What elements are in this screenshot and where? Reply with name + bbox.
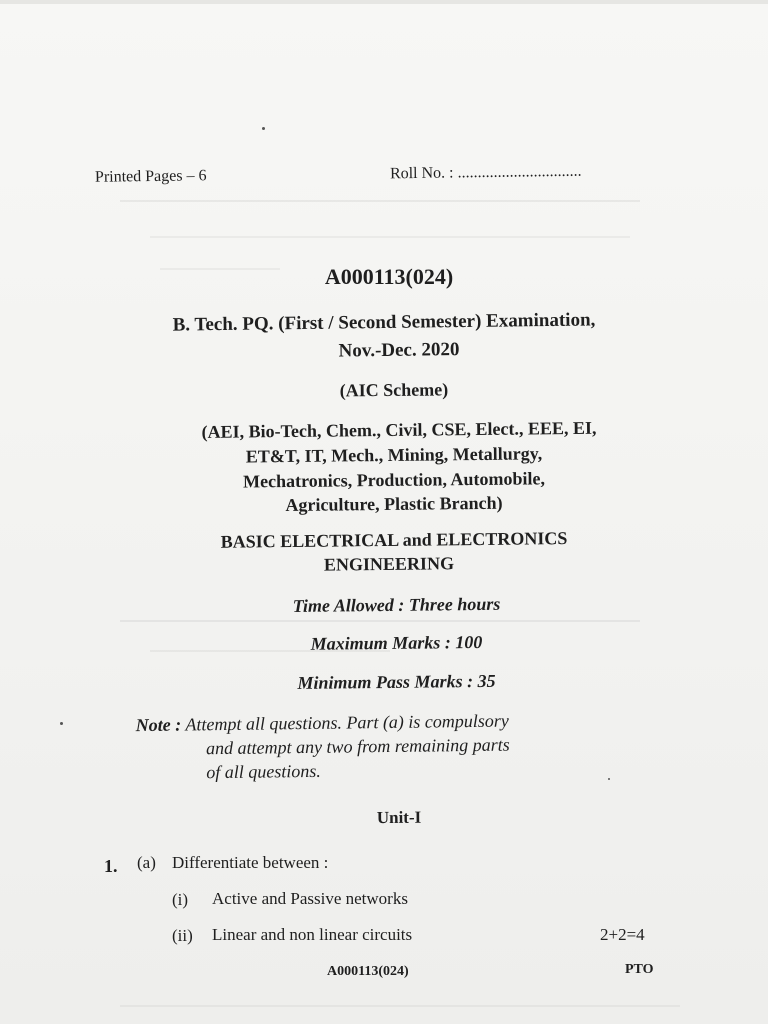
question-part: (a): [137, 853, 156, 872]
unit-heading: Unit-I: [376, 807, 422, 828]
note-text: of all questions.: [206, 760, 321, 783]
note-text: and attempt any two from remaining parts: [205, 734, 510, 759]
branches-line: ET&T, IT, Mech., Mining, Metallurgy,: [245, 443, 543, 467]
branches-line: Mechatronics, Production, Automobile,: [242, 468, 545, 492]
question-text: Differentiate between :: [172, 853, 329, 872]
scan-speck: [262, 127, 265, 130]
footer-paper-code: A000113(024): [327, 964, 409, 979]
footer-pto: PTO: [625, 962, 654, 977]
show-through-mark: [120, 1005, 680, 1007]
subpart-text: Linear and non linear circuits: [212, 925, 413, 944]
subject-line-1: BASIC ELECTRICAL and ELECTRONICS: [220, 528, 568, 552]
exam-title-line-2: Nov.-Dec. 2020: [338, 339, 460, 362]
subpart-text: Active and Passive networks: [212, 889, 408, 908]
note-label: Note :: [135, 714, 182, 736]
show-through-mark: [120, 200, 640, 202]
show-through-mark: [120, 620, 640, 622]
exam-title-line-1: B. Tech. PQ. (First / Second Semester) Examination,: [172, 309, 596, 336]
instructions-note: [136, 707, 647, 785]
question-number: 1.: [104, 856, 118, 876]
scheme: (AIC Scheme): [339, 379, 449, 401]
maximum-marks: Maximum Marks : 100: [310, 631, 483, 654]
note-text: Attempt all questions. Part (a) is compulsory: [185, 710, 509, 735]
time-allowed: Time Allowed : Three hours: [292, 593, 501, 616]
branches-line: (AEI, Bio-Tech, Chem., Civil, CSE, Elect., EEE, EI,: [201, 417, 597, 442]
paper-code: A000113(024): [324, 264, 454, 289]
subject-line-2: ENGINEERING: [323, 553, 455, 575]
scan-speck: [60, 722, 63, 725]
minimum-pass-marks: Minimum Pass Marks : 35: [297, 670, 496, 693]
subpart-number: (ii): [172, 926, 193, 945]
roll-number-field: Roll No. : ...............................: [389, 162, 582, 183]
subpart-number: (i): [172, 890, 189, 909]
question-marks: 2+2=4: [600, 925, 645, 944]
show-through-mark: [150, 236, 630, 238]
printed-pages: Printed Pages – 6: [94, 167, 207, 186]
branches-line: Agriculture, Plastic Branch): [285, 492, 503, 516]
scan-edge: [0, 0, 768, 4]
